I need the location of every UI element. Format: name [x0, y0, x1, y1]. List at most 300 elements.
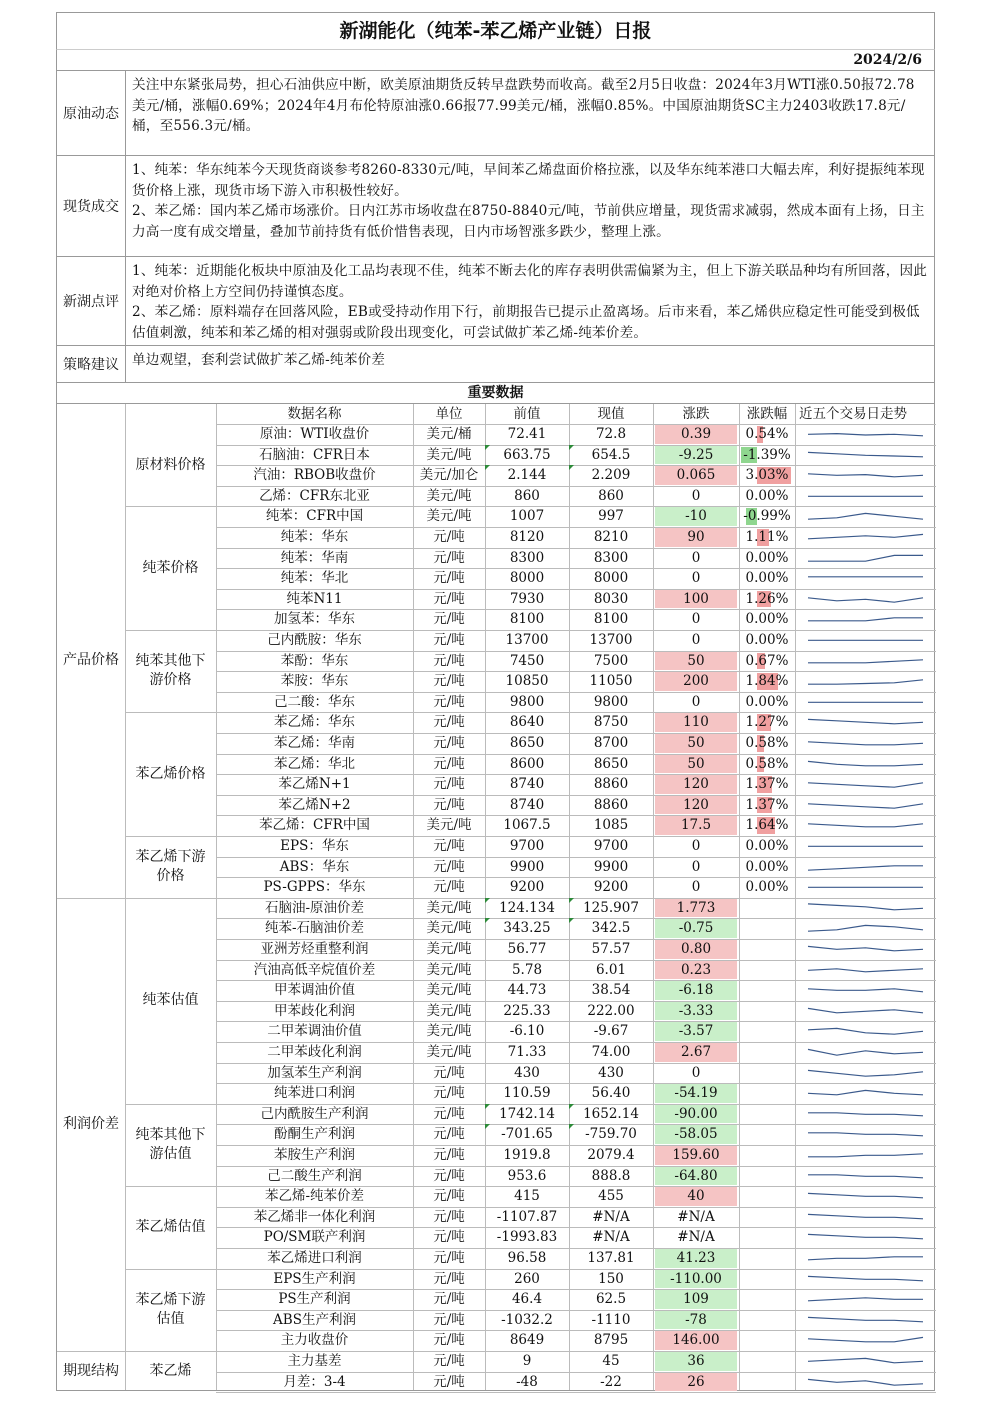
trend-sparkline	[805, 692, 926, 713]
key-data-table	[56, 403, 935, 1391]
row-name: 苯乙烯：华北	[274, 755, 355, 772]
row-change: 0.23	[655, 961, 737, 980]
sparkline-path	[808, 1194, 923, 1198]
pct-value: 1.37%	[745, 776, 789, 793]
trend-sparkline	[805, 1124, 926, 1145]
row-change: 100	[655, 590, 737, 609]
pct-value: 0.00%	[745, 693, 789, 710]
row-change: 40	[655, 1187, 737, 1206]
row-prev: 225.33	[503, 1002, 551, 1019]
row-unit: 美元/吨	[426, 1002, 472, 1019]
row-name: 纯苯：华东	[280, 529, 349, 545]
row-name: 月差：3-4	[283, 1373, 346, 1390]
section-text	[126, 346, 934, 382]
row-prev: 7450	[509, 652, 545, 669]
trend-sparkline	[805, 486, 926, 507]
row-curr: 8795	[593, 1332, 629, 1349]
row-unit: 元/吨	[433, 611, 465, 628]
row-pct	[739, 795, 795, 816]
row-curr: 11050	[589, 673, 633, 690]
row-name: EPS：华东	[280, 838, 349, 854]
row-change: 2.67	[655, 1043, 737, 1062]
row-unit: 美元/吨	[426, 508, 472, 525]
group-label-inner: 苯乙烯价格	[135, 765, 206, 782]
row-change: -110.00	[655, 1270, 737, 1289]
row-unit: 元/吨	[433, 1250, 465, 1266]
row-prev: -48	[516, 1373, 538, 1390]
row-curr: #N/A	[592, 1208, 630, 1225]
row-unit: 元/吨	[433, 632, 465, 648]
row-unit: 元/吨	[433, 1208, 465, 1225]
section-2	[56, 155, 935, 256]
row-name: 汽油高低辛烷值价差	[253, 961, 376, 978]
row-change: 0	[691, 549, 701, 566]
row-unit: 元/吨	[433, 1126, 465, 1143]
sparkline-path	[808, 1049, 923, 1055]
group-label-outer: 期现结构	[63, 1363, 119, 1380]
sparkline-path	[808, 1070, 923, 1076]
row-name: 汽油：RBOB收盘价	[253, 467, 376, 484]
cell-note-marker	[485, 445, 490, 450]
row-change: 90	[655, 528, 737, 547]
sparkline-path	[808, 514, 923, 520]
row-curr: 150	[598, 1270, 624, 1287]
row-pct	[739, 918, 795, 939]
row-change: -54.19	[655, 1084, 737, 1103]
sparkline-path	[808, 598, 923, 602]
row-pct	[739, 1186, 795, 1207]
row-unit: 美元/吨	[426, 920, 472, 937]
sparkline-path	[808, 434, 923, 436]
row-curr: 8000	[593, 570, 629, 587]
row-name: 己二酸生产利润	[267, 1167, 362, 1184]
sparkline-path	[808, 1379, 923, 1385]
row-unit: 元/吨	[433, 1332, 465, 1349]
row-name: 酚酮生产利润	[274, 1126, 355, 1143]
row-prev: 71.33	[507, 1044, 547, 1060]
row-change: 0	[691, 1064, 701, 1081]
row-pct	[739, 815, 795, 836]
row-pct	[739, 980, 795, 1001]
row-name: ABS：华东	[279, 858, 350, 875]
row-unit: 美元/加仑	[419, 467, 479, 484]
row-change: -90.00	[655, 1105, 737, 1124]
cell-note-marker	[569, 1104, 574, 1109]
row-prev: 953.6	[507, 1167, 547, 1184]
row-prev: 2.144	[485, 465, 569, 486]
sparkline-path	[808, 1298, 923, 1301]
group-label-inner: 苯乙烯	[149, 1363, 192, 1380]
row-curr: 72.8	[595, 426, 627, 442]
cell-note-marker	[485, 1124, 490, 1129]
group-label-inner: 苯乙烯下游估值	[135, 1291, 206, 1327]
pct-value: 0.00%	[745, 487, 789, 504]
row-prev: 8300	[509, 549, 545, 566]
sparkline-path	[808, 904, 923, 910]
row-pct	[739, 1351, 795, 1372]
row-unit: 美元/吨	[426, 817, 472, 834]
section-paragraph: 关注中东紧张局势，担心石油供应中断，欧美原油期货反转早盘跌势而收高。截至2月5日收盘：2024年3月WTI涨0.50报72.78美元/桶，涨幅0.69%；2024年4月布伦特原油涨0.66报77.99美元/桶，涨幅0.85%。中国原油期货SC主力2403收跌17.8元/桶，至556.3元/桶。	[132, 77, 915, 134]
row-curr: 8030	[593, 590, 629, 607]
report-title: 新湖能化（纯苯-苯乙烯产业链）日报	[56, 12, 935, 49]
row-curr: 9200	[593, 879, 629, 896]
section-1	[56, 70, 935, 155]
trend-sparkline	[805, 1104, 926, 1125]
trend-sparkline	[805, 774, 926, 795]
row-curr: 8300	[593, 549, 629, 566]
row-unit: 元/吨	[433, 529, 465, 545]
sparkline-path	[808, 1113, 923, 1116]
row-pct	[739, 1104, 795, 1125]
trend-sparkline	[805, 857, 926, 878]
group-label-inner: 纯苯其他下游价格	[135, 653, 206, 689]
row-unit: 美元/吨	[426, 961, 472, 978]
row-curr: 2.209	[569, 465, 653, 486]
trend-sparkline	[805, 960, 926, 981]
sparkline-path	[808, 1154, 923, 1157]
trend-sparkline	[805, 1330, 926, 1351]
row-change: 0	[691, 487, 701, 504]
sparkline-path	[808, 865, 923, 869]
trend-sparkline	[805, 918, 926, 939]
row-name: 主力基差	[287, 1353, 342, 1369]
row-change: 0	[691, 693, 701, 710]
row-prev: 415	[514, 1188, 540, 1205]
row-change: -6.18	[655, 981, 737, 1000]
row-unit: 元/吨	[433, 1291, 465, 1308]
row-prev: -1107.87	[496, 1208, 558, 1225]
row-unit: 元/吨	[433, 549, 465, 566]
row-unit: 元/吨	[433, 796, 465, 813]
trend-sparkline	[805, 589, 926, 610]
row-name: 纯苯：华南	[280, 549, 349, 566]
row-pct	[739, 548, 795, 569]
trend-sparkline	[805, 1269, 926, 1290]
row-unit: 美元/桶	[426, 426, 472, 442]
row-pct	[739, 1207, 795, 1228]
row-name: 苯乙烯进口利润	[267, 1250, 362, 1266]
row-prev: 8120	[509, 529, 545, 545]
cell-note-marker	[569, 445, 574, 450]
row-prev: 13700	[505, 632, 549, 648]
header-name: 数据名称	[287, 406, 342, 422]
row-pct	[739, 1124, 795, 1145]
row-name: 石脑油-原油价差	[264, 899, 365, 916]
row-pct	[739, 1248, 795, 1269]
pct-value: -1.39%	[743, 446, 791, 463]
row-prev: 10850	[505, 673, 549, 690]
sparkline-path	[808, 1317, 923, 1321]
sparkline-path	[808, 618, 923, 621]
row-name: 纯苯：CFR中国	[265, 508, 364, 525]
row-prev: -1032.2	[501, 1311, 553, 1328]
trend-sparkline	[805, 506, 926, 527]
row-unit: 元/吨	[433, 755, 465, 772]
row-name: 加氢苯生产利润	[267, 1064, 362, 1081]
trend-sparkline	[805, 671, 926, 692]
row-change: 120	[655, 796, 737, 815]
pct-value: 1.27%	[745, 714, 789, 731]
row-name: 己内酰胺：华东	[267, 632, 362, 648]
sparkline-path	[808, 1276, 923, 1280]
cell-note-marker	[569, 918, 574, 923]
row-curr: 8860	[593, 776, 629, 793]
pct-value: 0.00%	[745, 632, 789, 648]
row-change: 1.773	[655, 899, 737, 918]
row-curr: -1110	[591, 1311, 631, 1328]
row-pct	[739, 836, 795, 857]
row-pct	[739, 465, 795, 486]
sparkline-path	[808, 1338, 923, 1342]
row-pct	[739, 1269, 795, 1290]
row-change: 0	[691, 611, 701, 628]
row-pct	[739, 1063, 795, 1084]
row-name: 己内酰胺生产利润	[260, 1105, 369, 1122]
group-label-inner: 苯乙烯下游价格	[135, 848, 206, 884]
header-pct: 涨跌幅	[746, 406, 788, 422]
row-pct	[739, 774, 795, 795]
section-label: 现货成交	[57, 156, 126, 256]
pct-value: 0.00%	[745, 549, 789, 566]
row-curr: 38.54	[591, 982, 631, 999]
key-data-title: 重要数据	[56, 382, 935, 403]
sparkline-path	[808, 680, 923, 684]
row-change: 26	[655, 1373, 737, 1392]
row-prev: 8740	[509, 776, 545, 793]
row-name: 苯乙烯N+2	[278, 796, 351, 813]
row-prev: 9800	[509, 693, 545, 710]
row-name: 苯酚：华东	[280, 652, 349, 669]
row-prev: 1742.14	[485, 1104, 569, 1125]
row-name: 二甲苯调油价值	[267, 1023, 362, 1040]
row-prev: 9900	[509, 858, 545, 875]
trend-sparkline	[805, 568, 926, 589]
row-change: -3.33	[655, 1002, 737, 1021]
row-curr: 1652.14	[569, 1104, 653, 1125]
section-text	[126, 156, 934, 256]
row-pct	[739, 609, 795, 630]
pct-value: 1.26%	[745, 590, 789, 607]
row-prev: 8650	[509, 735, 545, 751]
row-change: 0	[691, 570, 701, 587]
trend-sparkline	[805, 630, 926, 651]
section-text	[126, 71, 934, 155]
row-change: 0.39	[655, 425, 737, 444]
row-name: 乙烯：CFR东北亚	[259, 487, 370, 504]
pct-value: 1.84%	[745, 673, 789, 690]
row-change: -58.05	[655, 1125, 737, 1144]
row-pct	[739, 1310, 795, 1331]
pct-value: 0.58%	[745, 755, 789, 772]
sparkline-path	[808, 1235, 923, 1239]
row-unit: 美元/吨	[426, 446, 472, 463]
row-change: 146.00	[655, 1331, 737, 1350]
cell-note-marker	[569, 1124, 574, 1129]
trend-sparkline	[805, 1021, 926, 1042]
trend-sparkline	[805, 1166, 926, 1187]
row-prev: 8000	[509, 570, 545, 587]
row-name: 石脑油：CFR日本	[259, 446, 370, 463]
row-name: 甲苯调油价值	[274, 982, 355, 999]
pct-value: 0.00%	[745, 611, 789, 628]
row-pct	[739, 506, 795, 527]
row-pct	[739, 630, 795, 651]
trend-sparkline	[805, 1063, 926, 1084]
row-prev: 8740	[509, 796, 545, 813]
row-prev: -701.65	[485, 1124, 569, 1145]
row-name: 苯乙烯：华南	[274, 735, 355, 751]
row-pct	[739, 671, 795, 692]
trend-sparkline	[805, 1186, 926, 1207]
group-label-outer: 产品价格	[63, 652, 119, 669]
row-curr: 74.00	[591, 1044, 631, 1060]
row-prev: 8649	[509, 1332, 545, 1349]
row-prev: 1067.5	[503, 817, 551, 834]
header-trend: 近五个交易日走势	[799, 406, 907, 422]
pct-value: 0.00%	[745, 879, 789, 896]
group-label-inner: 纯苯估值	[142, 992, 199, 1009]
pct-value: 0.54%	[745, 426, 789, 442]
sparkline-path	[808, 761, 923, 765]
row-name: PO/SM联产利润	[263, 1229, 366, 1246]
row-name: 纯苯N11	[286, 590, 343, 607]
row-prev: 260	[514, 1270, 540, 1287]
row-pct	[739, 1330, 795, 1351]
sparkline-path	[808, 824, 923, 827]
group-label-inner: 原材料价格	[135, 456, 206, 473]
trend-sparkline	[805, 1248, 926, 1269]
trend-sparkline	[805, 1351, 926, 1372]
sparkline-path	[808, 555, 923, 561]
pct-value: 1.11%	[745, 529, 789, 545]
pct-value: 0.00%	[745, 570, 789, 587]
row-unit: 美元/吨	[426, 899, 472, 916]
trend-sparkline	[805, 939, 926, 960]
row-unit: 元/吨	[433, 1373, 465, 1390]
row-name: EPS生产利润	[273, 1270, 356, 1287]
sparkline-path	[808, 1257, 923, 1260]
row-unit: 元/吨	[433, 1270, 465, 1287]
grid-line	[216, 1392, 936, 1393]
row-pct	[739, 1289, 795, 1310]
row-curr: 1085	[593, 817, 629, 834]
row-change: -0.75	[655, 919, 737, 938]
trend-sparkline	[805, 712, 926, 733]
section-paragraph: 2、苯乙烯：国内苯乙烯市场涨价。日内江苏市场收盘在8750-8840元/吨，节前供应增量，现货需求减弱，然成本面有上扬，日主力高一度有成交增量，叠加节前持货有低价惜售表现，日内市场智涨多跌少，整理上涨。	[132, 203, 925, 240]
row-unit: 元/吨	[433, 1167, 465, 1184]
sparkline-path	[808, 659, 923, 662]
row-name: 纯苯-石脑油价差	[264, 920, 365, 937]
row-curr: 8210	[593, 529, 629, 545]
row-unit: 美元/吨	[426, 487, 472, 504]
row-unit: 元/吨	[433, 1353, 465, 1369]
sparkline-path	[808, 720, 923, 724]
row-unit: 美元/吨	[426, 982, 472, 999]
row-pct	[739, 1021, 795, 1042]
row-curr: 2079.4	[587, 1147, 635, 1163]
sparkline-path	[808, 452, 923, 456]
row-prev: 343.25	[485, 918, 569, 939]
row-pct	[739, 857, 795, 878]
row-pct	[739, 445, 795, 466]
row-name: 苯乙烯-纯苯价差	[264, 1188, 365, 1205]
group-label-inner: 苯乙烯估值	[135, 1218, 206, 1235]
cell-note-marker	[569, 898, 574, 903]
row-curr: 137.81	[587, 1250, 635, 1266]
report-sheet	[56, 12, 935, 1391]
pct-value: 1.64%	[745, 817, 789, 834]
trend-sparkline	[805, 733, 926, 754]
sparkline-path	[808, 742, 923, 745]
row-curr: 430	[598, 1064, 624, 1081]
row-change: #N/A	[677, 1229, 715, 1246]
row-curr: 6.01	[595, 961, 627, 978]
row-curr: 455	[598, 1188, 624, 1205]
row-prev: 8100	[509, 611, 545, 628]
row-name: 亚洲芳烃重整利润	[260, 941, 369, 957]
row-pct	[739, 486, 795, 507]
group-label-inner: 纯苯价格	[142, 559, 199, 576]
row-curr: 9900	[593, 858, 629, 875]
row-change: -9.25	[655, 446, 737, 465]
row-prev: 5.78	[511, 961, 543, 978]
trend-sparkline	[805, 1042, 926, 1063]
section-label: 原油动态	[57, 71, 126, 155]
row-name: 苯乙烯N+1	[278, 776, 351, 793]
row-curr: 8700	[593, 735, 629, 751]
sparkline-path	[808, 804, 923, 808]
row-pct	[739, 898, 795, 919]
row-curr: -759.70	[569, 1124, 653, 1145]
row-change: 110	[655, 713, 737, 732]
sparkline-path	[808, 946, 923, 950]
row-prev: 1919.8	[503, 1147, 551, 1163]
row-change: 17.5	[655, 816, 737, 835]
trend-sparkline	[805, 609, 926, 630]
trend-sparkline	[805, 815, 926, 836]
row-name: 主力收盘价	[280, 1332, 349, 1349]
sparkline-path	[808, 534, 923, 538]
row-name: 苯乙烯：CFR中国	[259, 817, 370, 834]
row-prev: 110.59	[503, 1085, 551, 1102]
row-prev: 56.77	[507, 941, 547, 957]
trend-sparkline	[805, 1145, 926, 1166]
row-unit: 美元/吨	[426, 1023, 472, 1040]
row-unit: 元/吨	[433, 735, 465, 751]
sparkline-path	[808, 1091, 923, 1095]
row-pct	[739, 568, 795, 589]
commentary-sections	[56, 70, 935, 382]
row-unit: 元/吨	[433, 1147, 465, 1163]
row-name: 纯苯进口利润	[274, 1085, 355, 1102]
group-label-inner: 纯苯其他下游估值	[135, 1126, 206, 1162]
row-pct	[739, 960, 795, 981]
row-pct	[739, 733, 795, 754]
row-change: 200	[655, 672, 737, 691]
cell-note-marker	[485, 898, 490, 903]
header-unit: 单位	[435, 406, 463, 422]
row-curr: 8860	[593, 796, 629, 813]
section-label: 新湖点评	[57, 257, 126, 345]
trend-sparkline	[805, 1227, 926, 1248]
section-paragraph: 1、纯苯：华东纯苯今天现货商谈参考8260-8330元/吨，早间苯乙烯盘面价格拉涨，以及华东纯苯港口大幅去库，利好提振纯苯现货价格上涨，现货市场下游入市积极性较好。	[132, 162, 925, 199]
row-pct	[739, 1372, 795, 1393]
section-3	[56, 256, 935, 345]
row-change: 50	[655, 734, 737, 753]
sparkline-path	[808, 989, 923, 992]
row-name: 二甲苯歧化利润	[267, 1044, 362, 1060]
row-change: 0.065	[655, 466, 737, 485]
